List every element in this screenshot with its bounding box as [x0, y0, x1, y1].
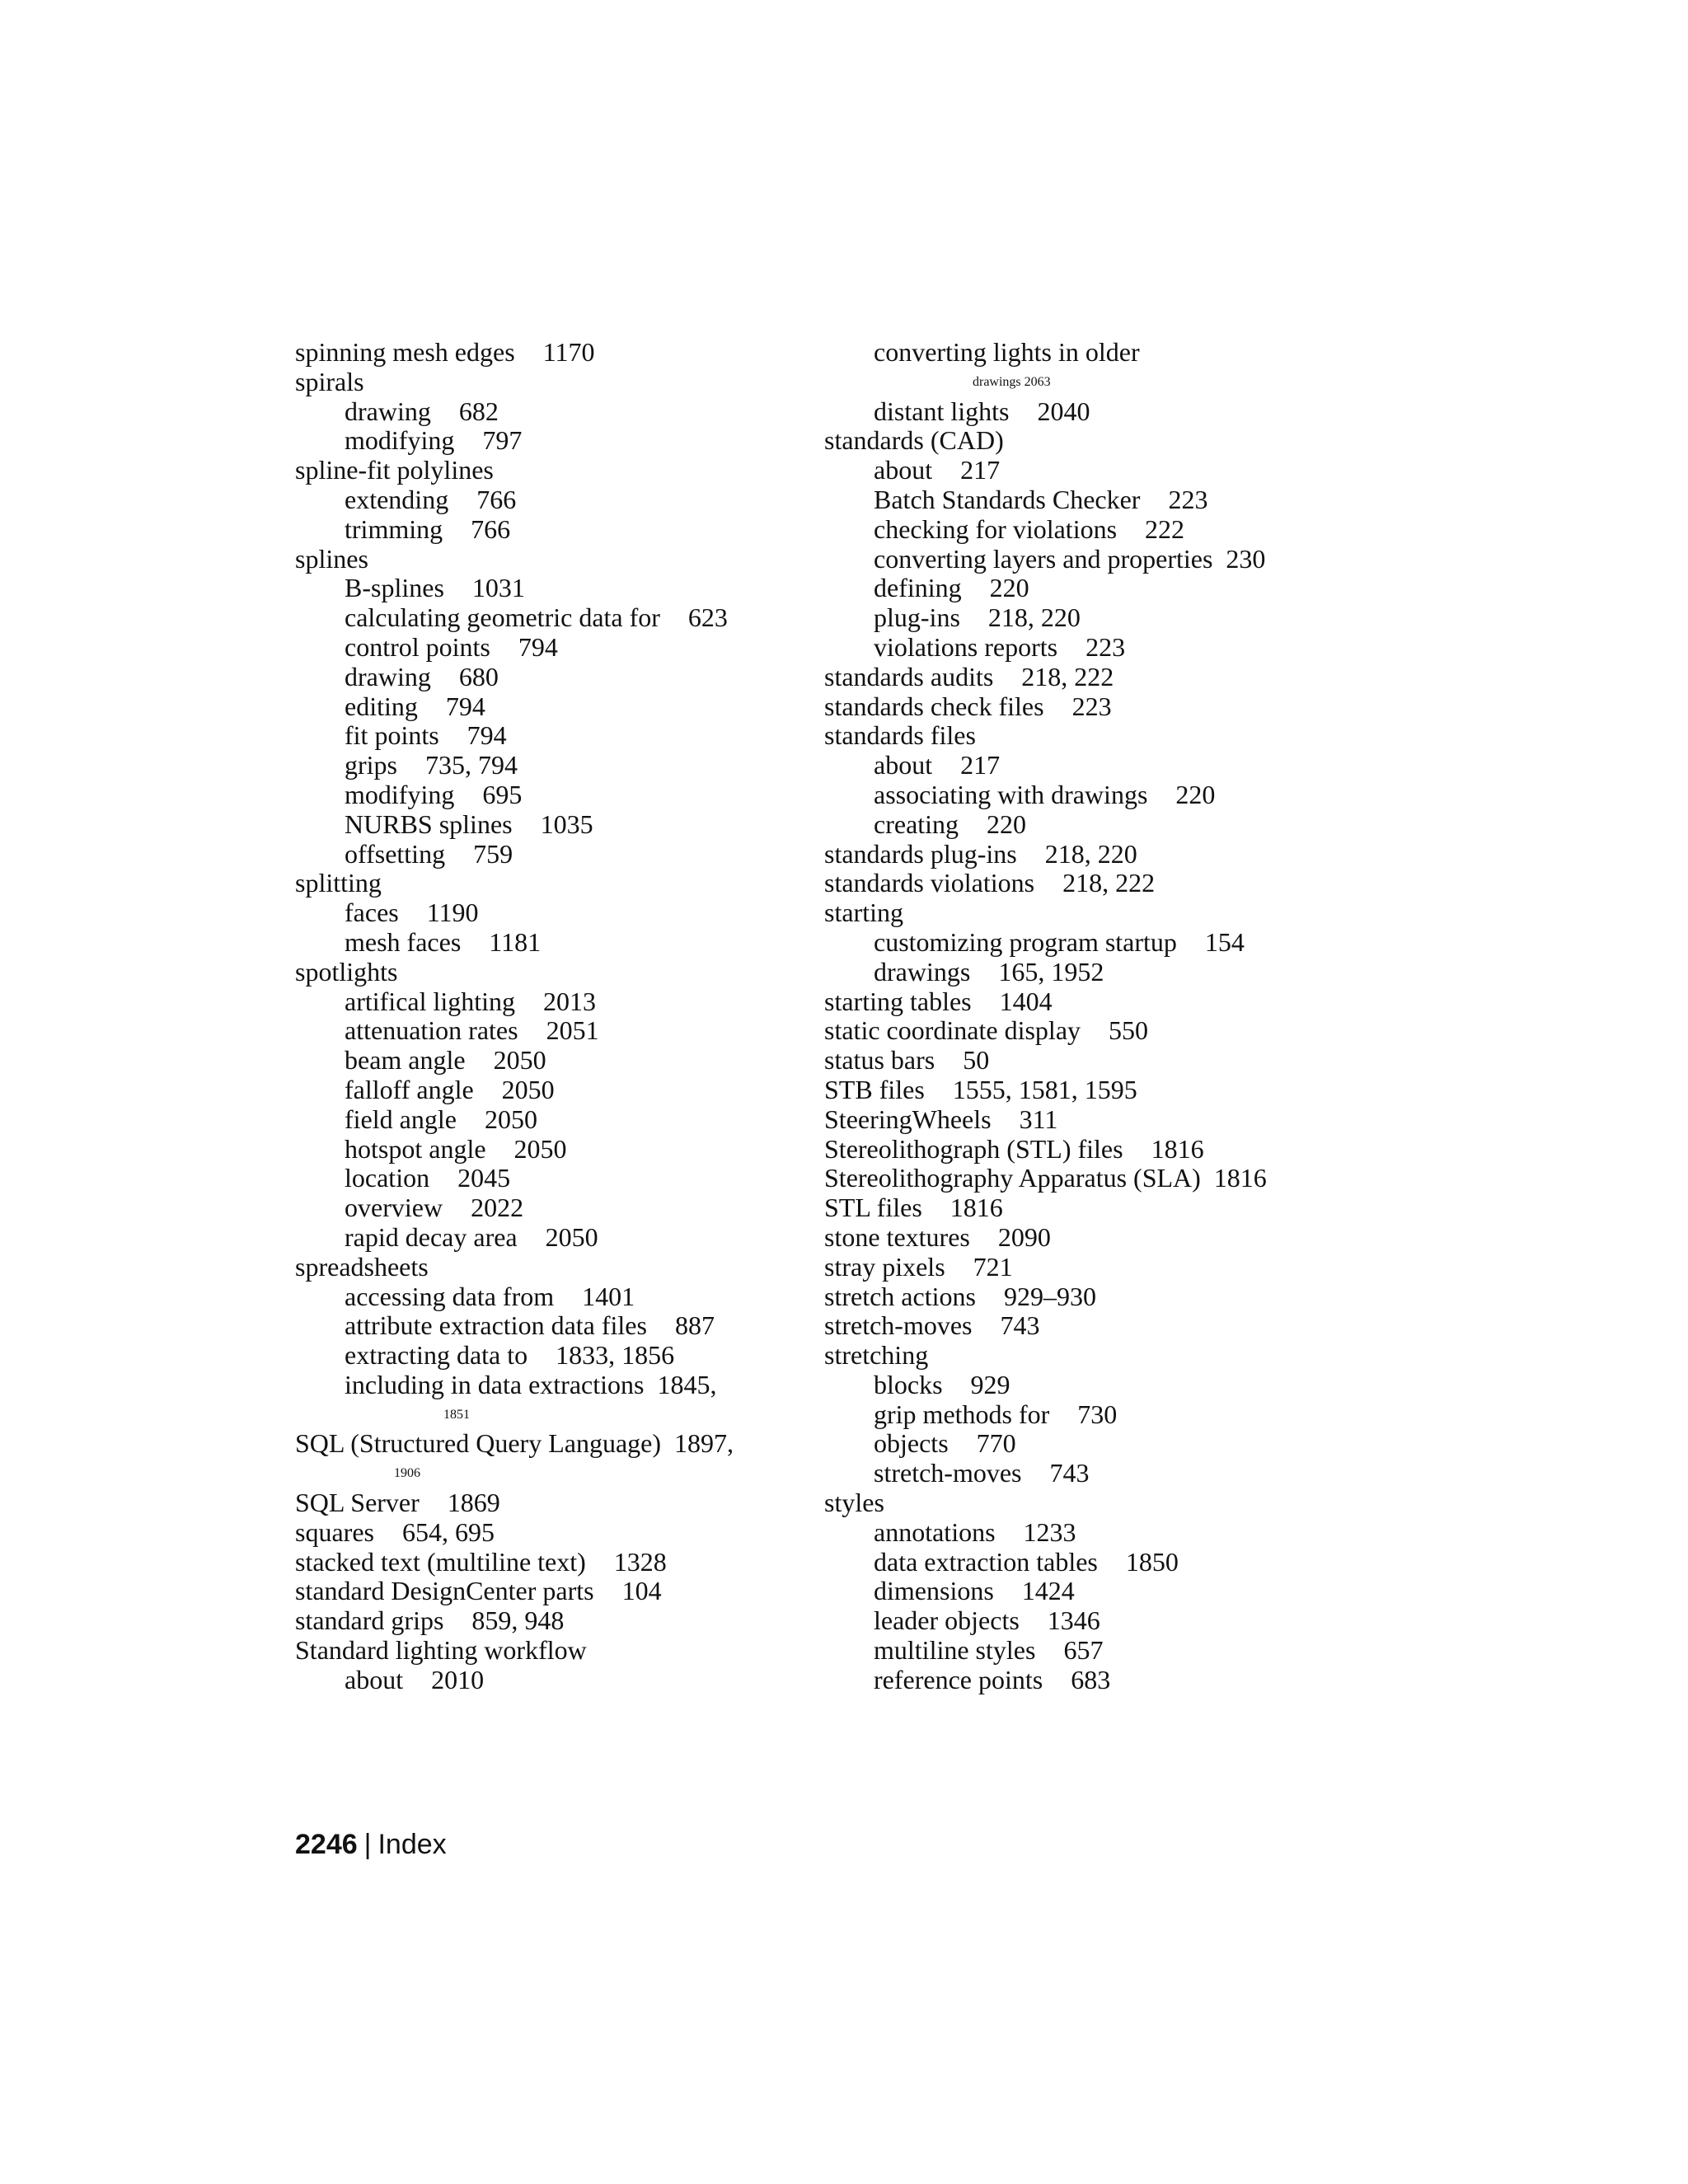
index-term: standards audits: [824, 661, 994, 691]
index-term: violations reports: [874, 631, 1058, 662]
index-entry: [824, 780, 1368, 810]
index-entry: [824, 397, 1368, 427]
index-page-refs: 2051: [546, 1015, 599, 1046]
index-term: SQL Server: [295, 1488, 420, 1518]
index-entry: [295, 397, 790, 427]
index-page-refs: 735, 794: [425, 750, 518, 780]
index-page-refs: 730: [1077, 1399, 1118, 1429]
index-entry: [824, 426, 1368, 456]
index-page-refs: 2050: [484, 1104, 537, 1134]
index-page-refs: 217: [960, 455, 1001, 485]
index-page-refs: 1401: [582, 1281, 635, 1311]
index-page-refs: 223: [1168, 484, 1208, 514]
index-page-refs: 1833, 1856: [556, 1340, 675, 1371]
index-entry: [824, 1488, 1368, 1518]
index-term: B-splines: [345, 573, 444, 603]
index-page-refs: 217: [960, 750, 1001, 780]
index-page-refs: 1897,: [674, 1428, 734, 1459]
index-term: objects: [874, 1428, 949, 1459]
index-page-refs: 1555, 1581, 1595: [952, 1074, 1137, 1104]
index-page-refs: 770: [976, 1428, 1016, 1459]
index-term: drawings: [874, 956, 971, 987]
index-term: about: [345, 1664, 404, 1694]
index-term: converting layers and properties: [874, 543, 1213, 574]
index-entry: [824, 338, 1368, 368]
index-entry: [295, 1135, 790, 1165]
index-term: spinning mesh edges: [295, 337, 515, 367]
index-term: modifying: [345, 425, 455, 456]
index-term: styles: [824, 1488, 884, 1518]
index-term: standards files: [824, 720, 976, 751]
index-column-right: [824, 338, 1368, 1695]
index-term: leader objects: [874, 1605, 1020, 1636]
index-entry: [824, 485, 1368, 515]
index-page-refs: 2022: [471, 1193, 524, 1223]
index-page-refs: 2050: [493, 1045, 546, 1076]
index-page-refs: 1816: [1213, 1163, 1267, 1193]
index-page-refs: 1816: [950, 1193, 1003, 1223]
index-term: dimensions: [874, 1576, 994, 1606]
index-entry: [824, 1548, 1368, 1577]
index-term: spirals: [295, 366, 364, 396]
index-term: creating: [874, 808, 959, 839]
index-term: accessing data from: [345, 1281, 555, 1311]
index-entry: [295, 1606, 790, 1636]
index-term: data extraction tables: [874, 1546, 1098, 1577]
index-term: stacked text (multiline text): [295, 1546, 586, 1577]
index-term: status bars: [824, 1045, 935, 1076]
index-term: stretch-moves: [824, 1310, 973, 1341]
index-term: STB files: [824, 1074, 925, 1104]
index-entry: [824, 633, 1368, 663]
index-entry: [295, 692, 790, 722]
index-entry: [295, 751, 790, 780]
index-term: plug-ins: [874, 602, 960, 633]
index-entry: [824, 1223, 1368, 1253]
index-page-refs: 218, 222: [1062, 868, 1156, 898]
index-term: customizing program startup: [874, 926, 1177, 957]
index-entry: [824, 810, 1368, 840]
index-entry: [824, 1606, 1368, 1636]
index-entry: [295, 780, 790, 810]
index-term: hotspot angle: [345, 1133, 486, 1164]
index-entry: [824, 721, 1368, 751]
index-entry: [295, 1666, 790, 1695]
index-page-refs: 550: [1109, 1015, 1149, 1046]
index-entry: [824, 928, 1368, 958]
index-entry: [824, 1577, 1368, 1606]
index-entry: [824, 1076, 1368, 1105]
index-entry: [824, 1371, 1368, 1400]
index-entry: [295, 1371, 790, 1400]
index-page-refs: 230: [1226, 543, 1266, 574]
index-entry: [295, 1016, 790, 1046]
page-number: 2246: [295, 1829, 358, 1860]
index-entry: [824, 515, 1368, 545]
index-entry-continuation: drawings 2063: [973, 374, 1051, 389]
index-page-refs: 759: [473, 838, 513, 869]
index-term: spotlights: [295, 956, 398, 987]
index-term: standards plug-ins: [824, 838, 1017, 869]
index-page-refs: 220: [989, 573, 1029, 603]
index-page-refs: 223: [1071, 691, 1112, 721]
index-entry: [824, 751, 1368, 780]
index-page-refs: 797: [482, 425, 523, 456]
index-entry: [824, 1400, 1368, 1430]
index-entry: [295, 485, 790, 515]
index-term: NURBS splines: [345, 808, 513, 839]
index-term: attenuation rates: [345, 1015, 518, 1046]
index-term: splines: [295, 543, 368, 574]
index-term: defining: [874, 573, 962, 603]
index-page-refs: 682: [458, 396, 499, 426]
index-page-refs: 2010: [431, 1664, 485, 1694]
index-entry: [824, 1253, 1368, 1282]
index-term: converting lights in older: [874, 337, 1140, 367]
index-page-refs: 2040: [1037, 396, 1090, 426]
index-entry: [295, 721, 790, 751]
index-term: trimming: [345, 513, 443, 544]
index-entry: [824, 663, 1368, 692]
index-page-refs: 165, 1952: [998, 956, 1104, 987]
index-entry: [295, 987, 790, 1017]
index-entry: [295, 1282, 790, 1312]
index-entry: [824, 840, 1368, 869]
index-page-refs: 220: [987, 808, 1027, 839]
index-entry: [295, 1046, 790, 1076]
index-page-refs: 1850: [1125, 1546, 1179, 1577]
index-entry: [295, 1105, 790, 1135]
index-page-refs: 623: [687, 602, 728, 633]
index-entry: [295, 545, 790, 574]
index-page-refs: 766: [476, 484, 517, 514]
index-page-refs: 2050: [501, 1074, 555, 1104]
index-page-refs: 2090: [997, 1221, 1051, 1252]
page-footer: [295, 1828, 447, 1861]
index-entry: [295, 1223, 790, 1253]
index-entry: [824, 1164, 1368, 1193]
index-entry-continuation: 1906: [394, 1466, 420, 1481]
index-entry: [824, 1459, 1368, 1488]
index-term: standards (CAD): [824, 425, 1004, 456]
index-term: extracting data to: [345, 1340, 528, 1371]
index-term: standards violations: [824, 868, 1035, 898]
index-term: drawing: [345, 661, 431, 691]
index-term: fit points: [345, 720, 439, 751]
index-term: Stereolithograph (STL) files: [824, 1133, 1123, 1164]
index-term: starting tables: [824, 986, 972, 1016]
index-term: starting: [824, 898, 903, 928]
index-entry: [295, 456, 790, 485]
index-term: mesh faces: [345, 926, 462, 957]
index-entry: [824, 1193, 1368, 1223]
index-term: calculating geometric data for: [345, 602, 660, 633]
index-page-refs: 218, 222: [1021, 661, 1114, 691]
index-entry: [295, 1429, 790, 1459]
index-term: stretch-moves: [874, 1458, 1022, 1488]
index-term: attribute extraction data files: [345, 1310, 647, 1341]
index-page-refs: 2050: [513, 1133, 567, 1164]
footer-separator: |: [363, 1829, 372, 1860]
index-entry: [295, 1193, 790, 1223]
index-entry: [295, 1577, 790, 1606]
index-term: drawing: [345, 396, 431, 426]
index-entry: [824, 869, 1368, 898]
index-column-left: [295, 338, 790, 1695]
index-page-refs: 657: [1063, 1635, 1104, 1666]
index-term: multiline styles: [874, 1635, 1036, 1666]
index-entry: [295, 840, 790, 869]
index-entry: [295, 1518, 790, 1548]
index-entry: [295, 810, 790, 840]
index-term: standard grips: [295, 1605, 444, 1636]
index-term: Standard lighting workflow: [295, 1635, 587, 1666]
index-term: distant lights: [874, 396, 1010, 426]
index-page-refs: 743: [1049, 1458, 1090, 1488]
index-page-refs: 2013: [543, 986, 597, 1016]
index-entry: [295, 1164, 790, 1193]
index-page-refs: 859, 948: [471, 1605, 565, 1636]
index-term: field angle: [345, 1104, 457, 1134]
index-page-refs: 220: [1175, 779, 1216, 809]
index-page-refs: 743: [1000, 1310, 1040, 1341]
index-page-refs: 1031: [471, 573, 525, 603]
index-page-refs: 311: [1019, 1104, 1058, 1134]
index-page-refs: 1170: [542, 337, 595, 367]
index-entry: [295, 574, 790, 603]
index-entry: [295, 928, 790, 958]
index-entry: [824, 898, 1368, 928]
index-page-refs: 794: [518, 631, 558, 662]
index-entry: [295, 1548, 790, 1577]
index-term: falloff angle: [345, 1074, 474, 1104]
index-entry: [824, 1429, 1368, 1459]
index-entry: [824, 1518, 1368, 1548]
index-term: standard DesignCenter parts: [295, 1576, 594, 1606]
index-entry: [295, 603, 790, 633]
index-page-refs: 1035: [540, 808, 593, 839]
index-term: spreadsheets: [295, 1251, 429, 1282]
index-term: editing: [345, 691, 418, 721]
index-term: including in data extractions: [345, 1369, 645, 1399]
index-page-refs: 104: [621, 1576, 662, 1606]
index-entry: [824, 545, 1368, 574]
index-page-refs: 929: [970, 1369, 1010, 1399]
index-page-refs: 218, 220: [1044, 838, 1137, 869]
index-entry: [824, 456, 1368, 485]
index-page-refs: 887: [674, 1310, 715, 1341]
index-entry: [295, 515, 790, 545]
index-term: stray pixels: [824, 1251, 945, 1282]
index-entry: [295, 1253, 790, 1282]
index-term: about: [874, 750, 933, 780]
index-entry: [824, 1135, 1368, 1165]
index-page-refs: 1233: [1023, 1516, 1076, 1547]
index-page-refs: 154: [1204, 926, 1245, 957]
index-page-refs: 222: [1145, 513, 1185, 544]
index-term: splitting: [295, 868, 382, 898]
index-term: SteeringWheels: [824, 1104, 992, 1134]
index-term: reference points: [874, 1664, 1043, 1694]
index-term: stretching: [824, 1340, 929, 1371]
index-term: control points: [345, 631, 490, 662]
index-entry: [824, 958, 1368, 987]
index-term: grips: [345, 750, 397, 780]
index-entry: [824, 1636, 1368, 1666]
index-term: offsetting: [345, 838, 446, 869]
index-page-refs: 1816: [1151, 1133, 1204, 1164]
index-term: stretch actions: [824, 1281, 976, 1311]
index-page-refs: 654, 695: [401, 1516, 495, 1547]
index-term: squares: [295, 1516, 374, 1547]
index-term: about: [874, 455, 933, 485]
index-entry: [824, 1666, 1368, 1695]
index-entry: [295, 1341, 790, 1371]
index-entry: [295, 1636, 790, 1666]
index-term: associating with drawings: [874, 779, 1148, 809]
index-page-refs: 218, 220: [987, 602, 1081, 633]
index-entry: [824, 1016, 1368, 1046]
index-entry: [295, 869, 790, 898]
index-term: rapid decay area: [345, 1221, 518, 1252]
index-term: modifying: [345, 779, 455, 809]
index-term: beam angle: [345, 1045, 466, 1076]
index-term: blocks: [874, 1369, 943, 1399]
index-page-refs: 794: [467, 720, 507, 751]
index-entry: [824, 987, 1368, 1017]
index-page-refs: 680: [458, 661, 499, 691]
index-entry-continuation: 1851: [443, 1407, 470, 1422]
index-entry: [824, 692, 1368, 722]
index-entry: [824, 1046, 1368, 1076]
index-term: SQL (Structured Query Language): [295, 1428, 661, 1459]
index-term: location: [345, 1163, 430, 1193]
index-page-refs: 1869: [447, 1488, 500, 1518]
index-page-refs: 1328: [613, 1546, 667, 1577]
index-term: stone textures: [824, 1221, 970, 1252]
index-term: STL files: [824, 1193, 922, 1223]
index-entry: [295, 663, 790, 692]
index-term: static coordinate display: [824, 1015, 1081, 1046]
index-page-refs: 929–930: [1003, 1281, 1096, 1311]
index-page-refs: 1845,: [657, 1369, 717, 1399]
index-entry: [295, 958, 790, 987]
index-entry: [295, 368, 790, 397]
index-entry: [824, 1282, 1368, 1312]
index-term: spline-fit polylines: [295, 455, 494, 485]
index-entry: [295, 898, 790, 928]
index-entry: [295, 338, 790, 368]
index-page-refs: 1190: [426, 898, 479, 928]
index-page-refs: 1346: [1047, 1605, 1100, 1636]
index-page-refs: 50: [963, 1045, 990, 1076]
index-page-refs: 2050: [545, 1221, 598, 1252]
index-entry: [295, 426, 790, 456]
index-page-refs: 1424: [1021, 1576, 1075, 1606]
index-term: Stereolithography Apparatus (SLA): [824, 1163, 1201, 1193]
index-term: standards check files: [824, 691, 1044, 721]
index-term: grip methods for: [874, 1399, 1050, 1429]
index-term: overview: [345, 1193, 443, 1223]
index-page-refs: 223: [1085, 631, 1126, 662]
index-entry: [295, 1488, 790, 1518]
index-page-refs: 695: [482, 779, 523, 809]
index-page-refs: 1404: [999, 986, 1053, 1016]
index-entry: [824, 574, 1368, 603]
index-term: faces: [345, 898, 399, 928]
index-page-refs: 1181: [489, 926, 542, 957]
index-term: extending: [345, 484, 449, 514]
index-page-refs: 683: [1071, 1664, 1111, 1694]
index-page-refs: 2045: [457, 1163, 511, 1193]
index-term: artifical lighting: [345, 986, 516, 1016]
footer-section-title: Index: [377, 1829, 447, 1860]
index-term: annotations: [874, 1516, 996, 1547]
index-term: Batch Standards Checker: [874, 484, 1141, 514]
index-entry: [295, 1311, 790, 1341]
index-page-refs: 766: [471, 513, 511, 544]
index-page-refs: 794: [445, 691, 485, 721]
index-entry: [824, 1311, 1368, 1341]
index-entry: [824, 603, 1368, 633]
index-entry: [295, 633, 790, 663]
index-page-refs: 721: [973, 1251, 1013, 1282]
index-term: checking for violations: [874, 513, 1118, 544]
index-entry: [824, 1105, 1368, 1135]
index-entry: [824, 1341, 1368, 1371]
index-entry: [295, 1076, 790, 1105]
